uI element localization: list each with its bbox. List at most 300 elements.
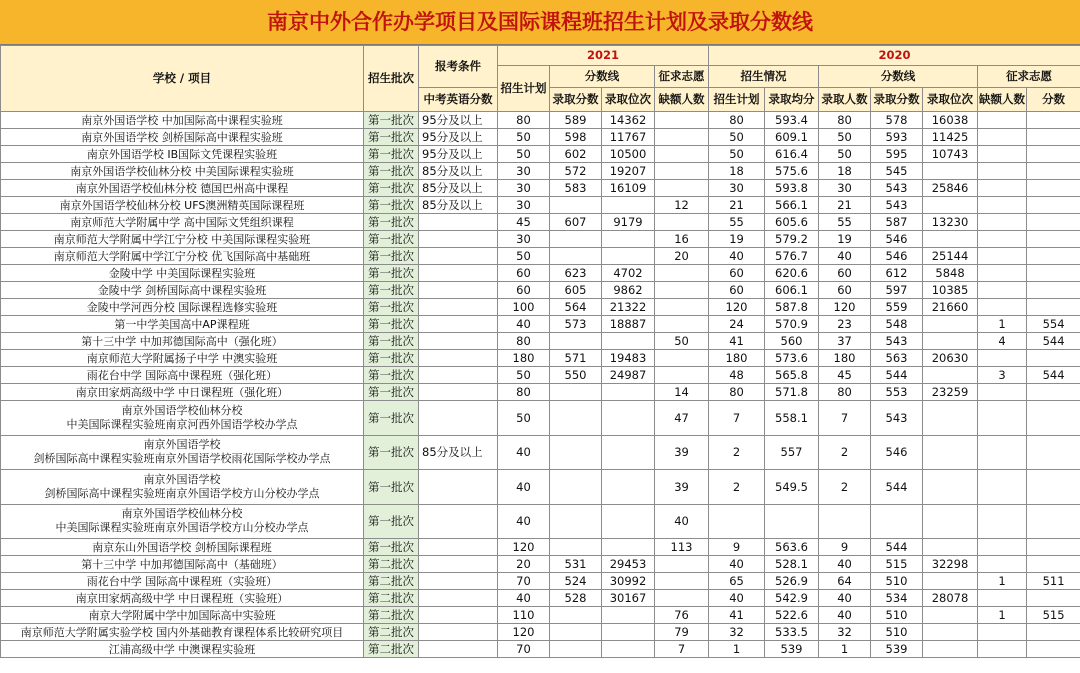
- header-admit-rank-2021: 录取位次: [602, 88, 655, 112]
- school-cell: [1, 384, 364, 401]
- admit-count-2020-cell: 80: [819, 112, 871, 129]
- collect-score-2020-cell: [1027, 197, 1080, 214]
- school-line: 南京外国语学校 剑桥国际高中课程实验班: [81, 130, 283, 144]
- collect-score-2020-cell: [1027, 129, 1080, 146]
- vacancy-2021-cell: [655, 590, 709, 607]
- batch-cell: 第一批次: [364, 265, 419, 282]
- collect-score-2020-cell: [1027, 265, 1080, 282]
- vacancy-2020-cell: [978, 180, 1027, 197]
- admit-rank-2020-cell: 25846: [923, 180, 978, 197]
- condition-cell: [419, 282, 498, 299]
- plan-2021-cell: 100: [498, 299, 550, 316]
- batch-cell: 第二批次: [364, 590, 419, 607]
- collect-score-2020-cell: 544: [1027, 367, 1080, 384]
- admit-avg-2020-cell: 579.2: [765, 231, 819, 248]
- collect-score-2020-cell: [1027, 282, 1080, 299]
- condition-cell: [419, 401, 498, 436]
- admit-score-2020-cell: 544: [871, 539, 923, 556]
- admit-score-2020-cell: 545: [871, 163, 923, 180]
- admit-score-2021-cell: 531: [550, 556, 602, 573]
- admit-score-2020-cell: 544: [871, 367, 923, 384]
- plan-2021-cell: 40: [498, 316, 550, 333]
- admit-avg-2020-cell: 571.8: [765, 384, 819, 401]
- school-cell: [1, 470, 364, 505]
- vacancy-2020-cell: [978, 401, 1027, 436]
- admit-avg-2020-cell: 620.6: [765, 265, 819, 282]
- admit-rank-2020-cell: [923, 624, 978, 641]
- plan-2020-cell: 40: [709, 248, 765, 265]
- plan-2020-cell: 40: [709, 556, 765, 573]
- header-school: 学校 / 项目: [1, 46, 364, 112]
- school-cell: [1, 299, 364, 316]
- table-row: [1, 248, 1080, 265]
- school-cell: [1, 435, 364, 470]
- admit-rank-2021-cell: 9862: [602, 282, 655, 299]
- admit-avg-2020-cell: 576.7: [765, 248, 819, 265]
- admit-score-2020-cell: 534: [871, 590, 923, 607]
- admit-score-2021-cell: 602: [550, 146, 602, 163]
- condition-cell: 95分及以上: [419, 146, 498, 163]
- condition-cell: 85分及以上: [419, 197, 498, 214]
- batch-cell: 第一批次: [364, 299, 419, 316]
- admit-rank-2021-cell: [602, 607, 655, 624]
- admit-score-2021-cell: 589: [550, 112, 602, 129]
- admit-avg-2020-cell: 605.6: [765, 214, 819, 231]
- batch-cell: 第一批次: [364, 112, 419, 129]
- batch-cell: 第一批次: [364, 129, 419, 146]
- collect-score-2020-cell: [1027, 539, 1080, 556]
- table-row: [1, 316, 1080, 333]
- plan-2020-cell: 80: [709, 112, 765, 129]
- school-line: 雨花台中学 国际高中课程班（实验班）: [86, 574, 278, 588]
- condition-cell: [419, 265, 498, 282]
- plan-2021-cell: 50: [498, 367, 550, 384]
- admit-avg-2020-cell: 557: [765, 435, 819, 470]
- table-row: [1, 607, 1080, 624]
- admit-rank-2021-cell: [602, 248, 655, 265]
- plan-2020-cell: 50: [709, 146, 765, 163]
- school-line: 南京田家炳高级中学 中日课程班（实验班）: [75, 591, 289, 605]
- collect-score-2020-cell: 511: [1027, 573, 1080, 590]
- school-cell: [1, 248, 364, 265]
- admit-rank-2020-cell: [923, 316, 978, 333]
- school-cell: [1, 129, 364, 146]
- collect-score-2020-cell: 544: [1027, 333, 1080, 350]
- admit-avg-2020-cell: 593.8: [765, 180, 819, 197]
- batch-cell: 第一批次: [364, 197, 419, 214]
- plan-2020-cell: 1: [709, 641, 765, 658]
- table-row: [1, 470, 1080, 505]
- batch-cell: 第一批次: [364, 367, 419, 384]
- plan-2021-cell: 45: [498, 214, 550, 231]
- school-line: 金陵中学河西分校 国际课程选修实验班: [86, 300, 278, 314]
- admit-score-2021-cell: 564: [550, 299, 602, 316]
- plan-2021-cell: 70: [498, 641, 550, 658]
- vacancy-2021-cell: [655, 214, 709, 231]
- collect-score-2020-cell: [1027, 231, 1080, 248]
- admit-rank-2021-cell: 19483: [602, 350, 655, 367]
- admit-count-2020-cell: 40: [819, 248, 871, 265]
- admit-score-2020-cell: 559: [871, 299, 923, 316]
- admit-rank-2020-cell: [923, 573, 978, 590]
- table-row: [1, 231, 1080, 248]
- school-line: 南京师范大学附属实验学校 国内外基础教育课程体系比较研究项目: [20, 625, 344, 639]
- vacancy-2020-cell: 3: [978, 367, 1027, 384]
- collect-score-2020-cell: [1027, 384, 1080, 401]
- plan-2020-cell: 2: [709, 470, 765, 505]
- table-header: [1, 46, 1080, 112]
- vacancy-2020-cell: [978, 504, 1027, 539]
- school-line: 第十三中学 中加邦德国际高中（强化班）: [81, 334, 283, 348]
- batch-cell: 第一批次: [364, 350, 419, 367]
- condition-cell: [419, 590, 498, 607]
- table-row: [1, 214, 1080, 231]
- admit-count-2020-cell: 40: [819, 590, 871, 607]
- vacancy-2021-cell: [655, 265, 709, 282]
- batch-cell: 第一批次: [364, 282, 419, 299]
- admit-count-2020-cell: 19: [819, 231, 871, 248]
- plan-2021-cell: 60: [498, 282, 550, 299]
- admit-score-2020-cell: 510: [871, 607, 923, 624]
- plan-2021-cell: 40: [498, 470, 550, 505]
- admit-rank-2020-cell: [923, 435, 978, 470]
- admit-count-2020-cell: 1: [819, 641, 871, 658]
- admit-count-2020-cell: 80: [819, 384, 871, 401]
- vacancy-2020-cell: [978, 146, 1027, 163]
- admit-score-2021-cell: [550, 435, 602, 470]
- admit-score-2021-cell: [550, 607, 602, 624]
- collect-score-2020-cell: [1027, 641, 1080, 658]
- condition-cell: [419, 504, 498, 539]
- vacancy-2021-cell: 14: [655, 384, 709, 401]
- header-admit-avg-2020: 录取均分: [765, 88, 819, 112]
- admit-avg-2020-cell: 565.8: [765, 367, 819, 384]
- plan-2021-cell: 50: [498, 129, 550, 146]
- condition-cell: [419, 539, 498, 556]
- vacancy-2021-cell: [655, 146, 709, 163]
- vacancy-2020-cell: [978, 282, 1027, 299]
- vacancy-2021-cell: [655, 129, 709, 146]
- collect-score-2020-cell: [1027, 350, 1080, 367]
- admit-score-2020-cell: 548: [871, 316, 923, 333]
- school-line: 南京外国语学校 IB国际文凭课程实验班: [86, 147, 278, 161]
- condition-cell: [419, 367, 498, 384]
- header-plan-2020: 招生计划: [709, 88, 765, 112]
- admit-score-2021-cell: [550, 539, 602, 556]
- admit-count-2020-cell: 21: [819, 197, 871, 214]
- admit-count-2020-cell: 2: [819, 435, 871, 470]
- plan-2020-cell: 2: [709, 435, 765, 470]
- vacancy-2021-cell: [655, 180, 709, 197]
- admit-rank-2021-cell: [602, 624, 655, 641]
- vacancy-2021-cell: 39: [655, 435, 709, 470]
- vacancy-2020-cell: 1: [978, 607, 1027, 624]
- admit-score-2021-cell: [550, 197, 602, 214]
- admit-rank-2021-cell: [602, 539, 655, 556]
- school-line: 中美国际课程实验班南京外国语学校方山分校办学点: [55, 521, 309, 535]
- school-cell: [1, 573, 364, 590]
- vacancy-2021-cell: 76: [655, 607, 709, 624]
- school-line: 南京田家炳高级中学 中日课程班（强化班）: [75, 385, 289, 399]
- plan-2021-cell: 30: [498, 231, 550, 248]
- plan-2021-cell: 20: [498, 556, 550, 573]
- admit-avg-2020-cell: 616.4: [765, 146, 819, 163]
- plan-2021-cell: 30: [498, 197, 550, 214]
- admit-rank-2021-cell: [602, 231, 655, 248]
- admit-score-2020-cell: [871, 504, 923, 539]
- admit-score-2020-cell: 515: [871, 556, 923, 573]
- batch-cell: 第一批次: [364, 214, 419, 231]
- vacancy-2021-cell: 47: [655, 401, 709, 436]
- admit-avg-2020-cell: 563.6: [765, 539, 819, 556]
- school-cell: [1, 590, 364, 607]
- admit-avg-2020-cell: 558.1: [765, 401, 819, 436]
- admit-score-2020-cell: 587: [871, 214, 923, 231]
- header-score-2020: 分数: [1027, 88, 1080, 112]
- plan-2021-cell: 180: [498, 350, 550, 367]
- vacancy-2021-cell: [655, 556, 709, 573]
- school-cell: [1, 607, 364, 624]
- vacancy-2020-cell: [978, 384, 1027, 401]
- admit-count-2020-cell: 120: [819, 299, 871, 316]
- vacancy-2021-cell: [655, 367, 709, 384]
- plan-2020-cell: 9: [709, 539, 765, 556]
- school-line: 中美国际课程实验班南京河西外国语学校办学点: [66, 417, 298, 431]
- vacancy-2020-cell: [978, 248, 1027, 265]
- admit-score-2021-cell: 598: [550, 129, 602, 146]
- admit-score-2020-cell: 546: [871, 248, 923, 265]
- plan-2021-cell: 50: [498, 146, 550, 163]
- header-vacancy-2021: 缺额人数: [655, 88, 709, 112]
- admit-score-2020-cell: 539: [871, 641, 923, 658]
- admit-avg-2020-cell: 522.6: [765, 607, 819, 624]
- vacancy-2020-cell: [978, 197, 1027, 214]
- admit-score-2020-cell: 543: [871, 333, 923, 350]
- plan-2021-cell: 120: [498, 624, 550, 641]
- plan-2021-cell: 40: [498, 435, 550, 470]
- vacancy-2020-cell: [978, 214, 1027, 231]
- admit-count-2020-cell: 55: [819, 214, 871, 231]
- plan-2021-cell: 30: [498, 163, 550, 180]
- header-score-line-2021: 分数线: [550, 66, 655, 88]
- admit-score-2021-cell: 605: [550, 282, 602, 299]
- batch-cell: 第一批次: [364, 333, 419, 350]
- batch-cell: 第一批次: [364, 231, 419, 248]
- admit-rank-2021-cell: [602, 504, 655, 539]
- school-line: 南京外国语学校: [143, 472, 221, 486]
- school-cell: [1, 112, 364, 129]
- admit-rank-2020-cell: [923, 401, 978, 436]
- batch-cell: 第一批次: [364, 401, 419, 436]
- school-line: 南京师范大学附属中学 高中国际文凭组织课程: [70, 215, 294, 229]
- admit-avg-2020-cell: 526.9: [765, 573, 819, 590]
- condition-cell: [419, 333, 498, 350]
- collect-score-2020-cell: [1027, 248, 1080, 265]
- admit-rank-2020-cell: 28078: [923, 590, 978, 607]
- table-row: [1, 401, 1080, 436]
- vacancy-2020-cell: [978, 163, 1027, 180]
- admit-score-2020-cell: 595: [871, 146, 923, 163]
- plan-2021-cell: 80: [498, 333, 550, 350]
- collect-score-2020-cell: [1027, 180, 1080, 197]
- collect-score-2020-cell: [1027, 470, 1080, 505]
- admit-count-2020-cell: 50: [819, 146, 871, 163]
- admit-avg-2020-cell: 539: [765, 641, 819, 658]
- admit-score-2020-cell: 543: [871, 197, 923, 214]
- admit-score-2021-cell: 528: [550, 590, 602, 607]
- batch-cell: 第一批次: [364, 248, 419, 265]
- plan-2020-cell: 60: [709, 282, 765, 299]
- condition-cell: [419, 607, 498, 624]
- vacancy-2021-cell: [655, 573, 709, 590]
- admit-score-2020-cell: 597: [871, 282, 923, 299]
- admit-count-2020-cell: 64: [819, 573, 871, 590]
- condition-cell: [419, 316, 498, 333]
- admit-rank-2020-cell: [923, 197, 978, 214]
- condition-cell: [419, 573, 498, 590]
- admit-rank-2020-cell: 16038: [923, 112, 978, 129]
- admit-avg-2020-cell: 593.4: [765, 112, 819, 129]
- admit-score-2021-cell: [550, 231, 602, 248]
- vacancy-2020-cell: [978, 129, 1027, 146]
- vacancy-2020-cell: [978, 112, 1027, 129]
- admit-score-2021-cell: [550, 641, 602, 658]
- admit-avg-2020-cell: 609.1: [765, 129, 819, 146]
- admit-rank-2021-cell: [602, 641, 655, 658]
- vacancy-2021-cell: [655, 163, 709, 180]
- header-collect-wish-2021: 征求志愿: [655, 66, 709, 88]
- admit-rank-2021-cell: 18887: [602, 316, 655, 333]
- collect-score-2020-cell: [1027, 556, 1080, 573]
- admit-count-2020-cell: 50: [819, 129, 871, 146]
- collect-score-2020-cell: [1027, 112, 1080, 129]
- vacancy-2020-cell: [978, 231, 1027, 248]
- plan-2021-cell: 50: [498, 248, 550, 265]
- condition-cell: [419, 384, 498, 401]
- plan-2021-cell: 80: [498, 384, 550, 401]
- table-row: [1, 367, 1080, 384]
- admit-count-2020-cell: 9: [819, 539, 871, 556]
- school-line: 金陵中学 中美国际课程实验班: [108, 266, 256, 280]
- condition-cell: 85分及以上: [419, 163, 498, 180]
- school-line: 第一中学美国高中AP课程班: [114, 317, 250, 331]
- admit-rank-2021-cell: 9179: [602, 214, 655, 231]
- admit-count-2020-cell: 23: [819, 316, 871, 333]
- collect-score-2020-cell: 515: [1027, 607, 1080, 624]
- admit-avg-2020-cell: 542.9: [765, 590, 819, 607]
- admit-avg-2020-cell: 533.5: [765, 624, 819, 641]
- school-line: 南京师范大学附属中学江宁分校 优飞国际高中基础班: [53, 249, 311, 263]
- header-collect-wish-2020: 征求志愿: [978, 66, 1080, 88]
- admit-rank-2020-cell: 25144: [923, 248, 978, 265]
- admit-score-2021-cell: 550: [550, 367, 602, 384]
- plan-2020-cell: 40: [709, 590, 765, 607]
- batch-cell: 第一批次: [364, 163, 419, 180]
- admit-score-2020-cell: 543: [871, 401, 923, 436]
- school-cell: [1, 197, 364, 214]
- condition-cell: 85分及以上: [419, 435, 498, 470]
- admit-count-2020-cell: [819, 504, 871, 539]
- admit-count-2020-cell: 18: [819, 163, 871, 180]
- school-cell: [1, 265, 364, 282]
- admit-score-2021-cell: 572: [550, 163, 602, 180]
- admit-rank-2020-cell: [923, 367, 978, 384]
- admit-score-2020-cell: 510: [871, 624, 923, 641]
- admit-count-2020-cell: 7: [819, 401, 871, 436]
- plan-2020-cell: 41: [709, 333, 765, 350]
- admit-count-2020-cell: 37: [819, 333, 871, 350]
- admit-rank-2021-cell: [602, 401, 655, 436]
- plan-2021-cell: 110: [498, 607, 550, 624]
- table-row: [1, 504, 1080, 539]
- plan-2020-cell: 24: [709, 316, 765, 333]
- admit-rank-2020-cell: [923, 470, 978, 505]
- batch-cell: 第二批次: [364, 641, 419, 658]
- table-row: [1, 333, 1080, 350]
- collect-score-2020-cell: [1027, 214, 1080, 231]
- table-row: [1, 299, 1080, 316]
- batch-cell: 第二批次: [364, 607, 419, 624]
- admit-score-2020-cell: 546: [871, 435, 923, 470]
- plan-2020-cell: 65: [709, 573, 765, 590]
- admit-rank-2021-cell: 30167: [602, 590, 655, 607]
- school-cell: [1, 504, 364, 539]
- admit-rank-2021-cell: 10500: [602, 146, 655, 163]
- school-line: 南京外国语学校仙林分校 德国巴州高中课程: [75, 181, 289, 195]
- admit-count-2020-cell: 60: [819, 265, 871, 282]
- plan-2020-cell: 55: [709, 214, 765, 231]
- admit-rank-2020-cell: 11425: [923, 129, 978, 146]
- header-batch: 招生批次: [364, 46, 419, 112]
- admit-avg-2020-cell: 606.1: [765, 282, 819, 299]
- school-line: 南京外国语学校仙林分校: [121, 507, 243, 521]
- admit-rank-2021-cell: 30992: [602, 573, 655, 590]
- vacancy-2021-cell: 7: [655, 641, 709, 658]
- admit-rank-2020-cell: 32298: [923, 556, 978, 573]
- condition-cell: [419, 641, 498, 658]
- vacancy-2021-cell: [655, 282, 709, 299]
- admit-count-2020-cell: 40: [819, 607, 871, 624]
- table-row: [1, 197, 1080, 214]
- header-enroll-status-2020: 招生情况: [709, 66, 819, 88]
- admit-avg-2020-cell: 587.8: [765, 299, 819, 316]
- admit-rank-2020-cell: [923, 231, 978, 248]
- admit-rank-2021-cell: 19207: [602, 163, 655, 180]
- plan-2021-cell: 80: [498, 112, 550, 129]
- admit-avg-2020-cell: 528.1: [765, 556, 819, 573]
- plan-2021-cell: 120: [498, 539, 550, 556]
- school-line: 南京东山外国语学校 剑桥国际课程班: [92, 540, 272, 554]
- page-title: 南京中外合作办学项目及国际课程班招生计划及录取分数线: [0, 0, 1080, 45]
- admit-score-2020-cell: 578: [871, 112, 923, 129]
- vacancy-2020-cell: [978, 624, 1027, 641]
- condition-cell: [419, 248, 498, 265]
- school-line: 雨花台中学 国际高中课程班（强化班）: [86, 368, 278, 382]
- vacancy-2021-cell: 16: [655, 231, 709, 248]
- header-admit-score-2020: 录取分数: [871, 88, 923, 112]
- school-cell: [1, 624, 364, 641]
- admit-score-2021-cell: [550, 384, 602, 401]
- vacancy-2021-cell: 113: [655, 539, 709, 556]
- condition-cell: [419, 299, 498, 316]
- condition-cell: 95分及以上: [419, 129, 498, 146]
- school-line: 南京师范大学附属扬子中学 中澳实验班: [86, 351, 278, 365]
- collect-score-2020-cell: [1027, 435, 1080, 470]
- admit-score-2021-cell: [550, 624, 602, 641]
- school-line: 南京大学附属中学中加国际高中实验班: [88, 608, 276, 622]
- plan-2021-cell: 50: [498, 401, 550, 436]
- plan-2020-cell: 18: [709, 163, 765, 180]
